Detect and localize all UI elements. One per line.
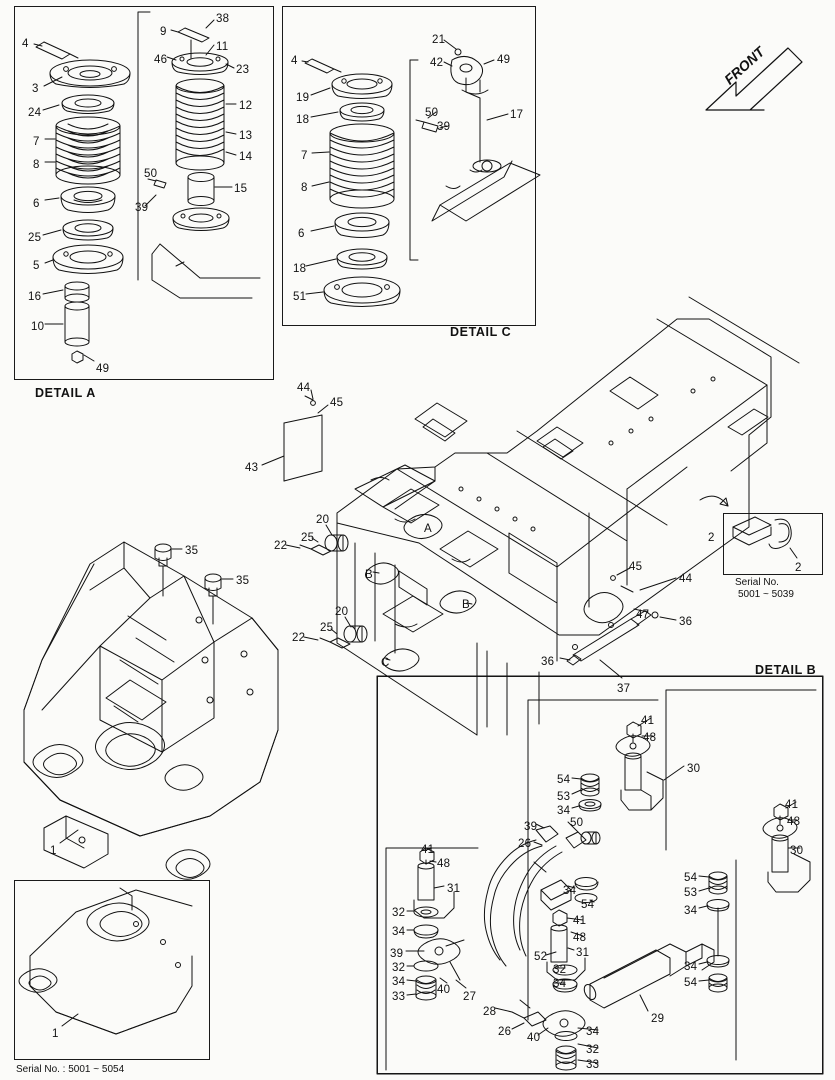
callout-detail-b-34-19: 34 xyxy=(684,905,698,917)
callout-detail-b-54-14: 54 xyxy=(684,872,698,884)
detail-b-stack-upper-left xyxy=(579,774,601,811)
callout-detail-c-4-0: 4 xyxy=(291,55,298,67)
detail-b-bracket-left xyxy=(414,848,464,1000)
callout-detail-c-39-8: 39 xyxy=(437,121,451,133)
callout-detail-b-26-38: 26 xyxy=(498,1026,512,1038)
callout-detail-a-23-6: 23 xyxy=(236,64,250,76)
callout-main-frame-22-14: 22 xyxy=(292,632,306,644)
callout-main-frame-44-11: 44 xyxy=(679,573,693,585)
callout-detail-b-30-11: 30 xyxy=(790,845,804,857)
callout-detail-b-27-32: 27 xyxy=(463,991,477,1003)
callout-detail-b-41-12: 41 xyxy=(421,844,435,856)
callout-detail-b-32-41: 32 xyxy=(586,1044,600,1056)
loader-pin-35-b xyxy=(205,574,221,624)
callout-detail-c-7-9: 7 xyxy=(301,150,308,162)
callout-detail-c-42-3: 42 xyxy=(430,57,444,69)
callout-main-frame-45-10: 45 xyxy=(629,561,643,573)
detail-a-seal-25 xyxy=(63,220,113,240)
callout-main-frame-22-6: 22 xyxy=(274,540,288,552)
frame-detail-markers xyxy=(366,514,477,671)
callout-detail-b-52-24: 52 xyxy=(534,951,548,963)
callout-detail-a-3-3: 3 xyxy=(32,83,39,95)
callout-detail-c-18-5: 18 xyxy=(296,114,310,126)
callout-detail-a-39-16: 39 xyxy=(135,202,149,214)
callout-detail-a-9-2: 9 xyxy=(160,26,167,38)
callout-detail-b-29-37: 29 xyxy=(651,1013,665,1025)
callout-boom-assembly-1-2: 1 xyxy=(50,845,57,857)
callout-detail-b-41-0: 41 xyxy=(641,715,655,727)
callout-detail-b-48-13: 48 xyxy=(437,858,451,870)
callout-main-frame-c-15: C xyxy=(381,657,390,669)
callout-detail-a-10-20: 10 xyxy=(31,321,45,333)
callout-detail-b-34-29: 34 xyxy=(392,976,406,988)
callout-main-frame-b-8: B xyxy=(365,569,373,581)
callout-detail-b-39-26: 39 xyxy=(390,948,404,960)
frame-cover-plate-43 xyxy=(284,396,322,481)
detail-c-stack xyxy=(305,59,400,307)
callout-detail-a-46-4: 46 xyxy=(154,54,168,66)
callout-detail-a-6-13: 6 xyxy=(33,198,40,210)
callout-main-frame-20-12: 20 xyxy=(335,606,349,618)
callout-detail-a-12-8: 12 xyxy=(239,100,253,112)
callout-main-frame-2-3: 2 xyxy=(708,532,715,544)
callout-main-frame-25-13: 25 xyxy=(320,622,334,634)
callout-detail-b-41-6: 41 xyxy=(785,799,799,811)
callout-detail-b-34-40: 34 xyxy=(586,1026,600,1038)
callout-detail-a-24-7: 24 xyxy=(28,107,42,119)
callout-detail-b-40-39: 40 xyxy=(527,1032,541,1044)
callout-detail-b-54-18: 54 xyxy=(581,899,595,911)
detail-a-title: DETAIL A xyxy=(35,386,96,400)
callout-detail-c-21-1: 21 xyxy=(432,34,446,46)
callout-detail-b-50-9: 50 xyxy=(570,817,584,829)
callout-detail-a-14-12: 14 xyxy=(239,151,253,163)
callout-detail-a-5-18: 5 xyxy=(33,260,40,272)
callout-detail-a-4-0: 4 xyxy=(22,38,29,50)
callout-detail-a-13-10: 13 xyxy=(239,130,253,142)
frame-bolt-44-45 xyxy=(611,576,633,592)
callout-detail-b-54-3: 54 xyxy=(557,774,571,786)
callout-main-frame-2-20: 2 xyxy=(795,562,802,574)
detail-c-bracket xyxy=(410,49,540,260)
callout-detail-a-7-9: 7 xyxy=(33,136,40,148)
callout-detail-b-32-20: 32 xyxy=(392,907,406,919)
detail-b-title: DETAIL B xyxy=(755,663,817,677)
callout-detail-b-26-10: 26 xyxy=(518,838,532,850)
callout-detail-b-54-35: 54 xyxy=(684,977,698,989)
callout-boom-assembly-35-0: 35 xyxy=(185,545,199,557)
detail-b-cylinder-29 xyxy=(582,944,714,1008)
callout-detail-b-33-33: 33 xyxy=(392,991,406,1003)
front-arrow-label: FRONT xyxy=(720,43,768,88)
callout-detail-b-53-4: 53 xyxy=(557,791,571,803)
callout-detail-b-34-17: 34 xyxy=(563,885,577,897)
detail-a-spring-7-8 xyxy=(56,117,120,184)
callout-main-frame-36-17: 36 xyxy=(679,616,693,628)
callout-detail-a-15-15: 15 xyxy=(234,183,248,195)
detail-a-nut-49 xyxy=(72,351,83,363)
detail-a-bearing-6 xyxy=(61,187,115,213)
callout-detail-b-31-25: 31 xyxy=(576,947,590,959)
callout-detail-b-30-2: 30 xyxy=(687,763,701,775)
detail-a-washer-24 xyxy=(62,95,114,114)
callout-main-frame-36-18: 36 xyxy=(541,656,555,668)
callout-detail-c-17-7: 17 xyxy=(510,109,524,121)
callout-detail-b-34-30: 34 xyxy=(553,978,567,990)
callout-main-frame-45-1: 45 xyxy=(330,397,344,409)
callout-detail-c-49-2: 49 xyxy=(497,54,511,66)
callout-boom-assembly-1-3: 1 xyxy=(52,1028,59,1040)
detail-a-flange-3 xyxy=(50,60,130,88)
callout-detail-b-28-36: 28 xyxy=(483,1006,497,1018)
callout-detail-c-50-6: 50 xyxy=(425,107,439,119)
detail-a-flange-5 xyxy=(53,245,123,274)
callout-detail-b-32-28: 32 xyxy=(392,962,406,974)
detail-b-stack-right xyxy=(707,872,729,992)
callout-main-frame-47-16: 47 xyxy=(636,609,650,621)
callout-detail-c-51-13: 51 xyxy=(293,291,307,303)
callout-detail-b-31-16: 31 xyxy=(447,883,461,895)
detail-a-bolt-4 xyxy=(36,42,78,59)
callout-detail-c-6-11: 6 xyxy=(298,228,305,240)
callout-detail-b-41-22: 41 xyxy=(573,915,587,927)
detail-c-title: DETAIL C xyxy=(450,325,512,339)
callout-detail-c-19-4: 19 xyxy=(296,92,310,104)
callout-detail-c-18-12: 18 xyxy=(293,263,307,275)
boom-serial-note: Serial No. : 5001 ~ 5054 xyxy=(16,1064,125,1075)
callout-main-frame-44-0: 44 xyxy=(297,382,311,394)
callout-detail-b-48-7: 48 xyxy=(787,816,801,828)
callout-detail-a-38-1: 38 xyxy=(216,13,230,25)
loader-arm-assembly xyxy=(24,542,278,879)
callout-detail-b-33-42: 33 xyxy=(586,1059,600,1071)
callout-detail-a-25-17: 25 xyxy=(28,232,42,244)
callout-main-frame-25-5: 25 xyxy=(301,532,315,544)
callout-detail-b-34-21: 34 xyxy=(392,926,406,938)
callout-detail-b-48-1: 48 xyxy=(643,732,657,744)
callout-main-frame-20-4: 20 xyxy=(316,514,330,526)
callout-boom-assembly-35-1: 35 xyxy=(236,575,250,587)
callout-detail-a-49-21: 49 xyxy=(96,363,110,375)
callout-detail-b-32-27: 32 xyxy=(553,964,567,976)
callout-main-frame-a-7: A xyxy=(424,523,432,535)
boom-serial-inset-art xyxy=(19,888,192,1034)
callout-detail-c-8-10: 8 xyxy=(301,182,308,194)
callout-main-frame-37-19: 37 xyxy=(617,683,631,695)
callout-detail-a-16-19: 16 xyxy=(28,291,42,303)
main-frame-body xyxy=(337,297,799,735)
callout-detail-a-11-5: 11 xyxy=(216,41,229,53)
callout-detail-a-8-11: 8 xyxy=(33,159,40,171)
callout-detail-b-34-5: 34 xyxy=(557,805,571,817)
callout-detail-a-50-14: 50 xyxy=(144,168,158,180)
callout-detail-b-53-15: 53 xyxy=(684,887,698,899)
callout-main-frame-b-9: B xyxy=(462,599,470,611)
callout-main-frame-43-2: 43 xyxy=(245,462,259,474)
detail-a-bushing-16-10 xyxy=(65,282,89,346)
callout-detail-b-39-8: 39 xyxy=(524,821,538,833)
callout-detail-b-34-34: 34 xyxy=(684,961,698,973)
loader-pin-35-a xyxy=(155,544,171,596)
serial-inset-line2: 5001 ~ 5039 xyxy=(738,589,794,600)
callout-detail-b-48-23: 48 xyxy=(573,932,587,944)
callout-detail-b-40-31: 40 xyxy=(437,984,451,996)
serial-inset-line1: Serial No. xyxy=(735,577,779,588)
